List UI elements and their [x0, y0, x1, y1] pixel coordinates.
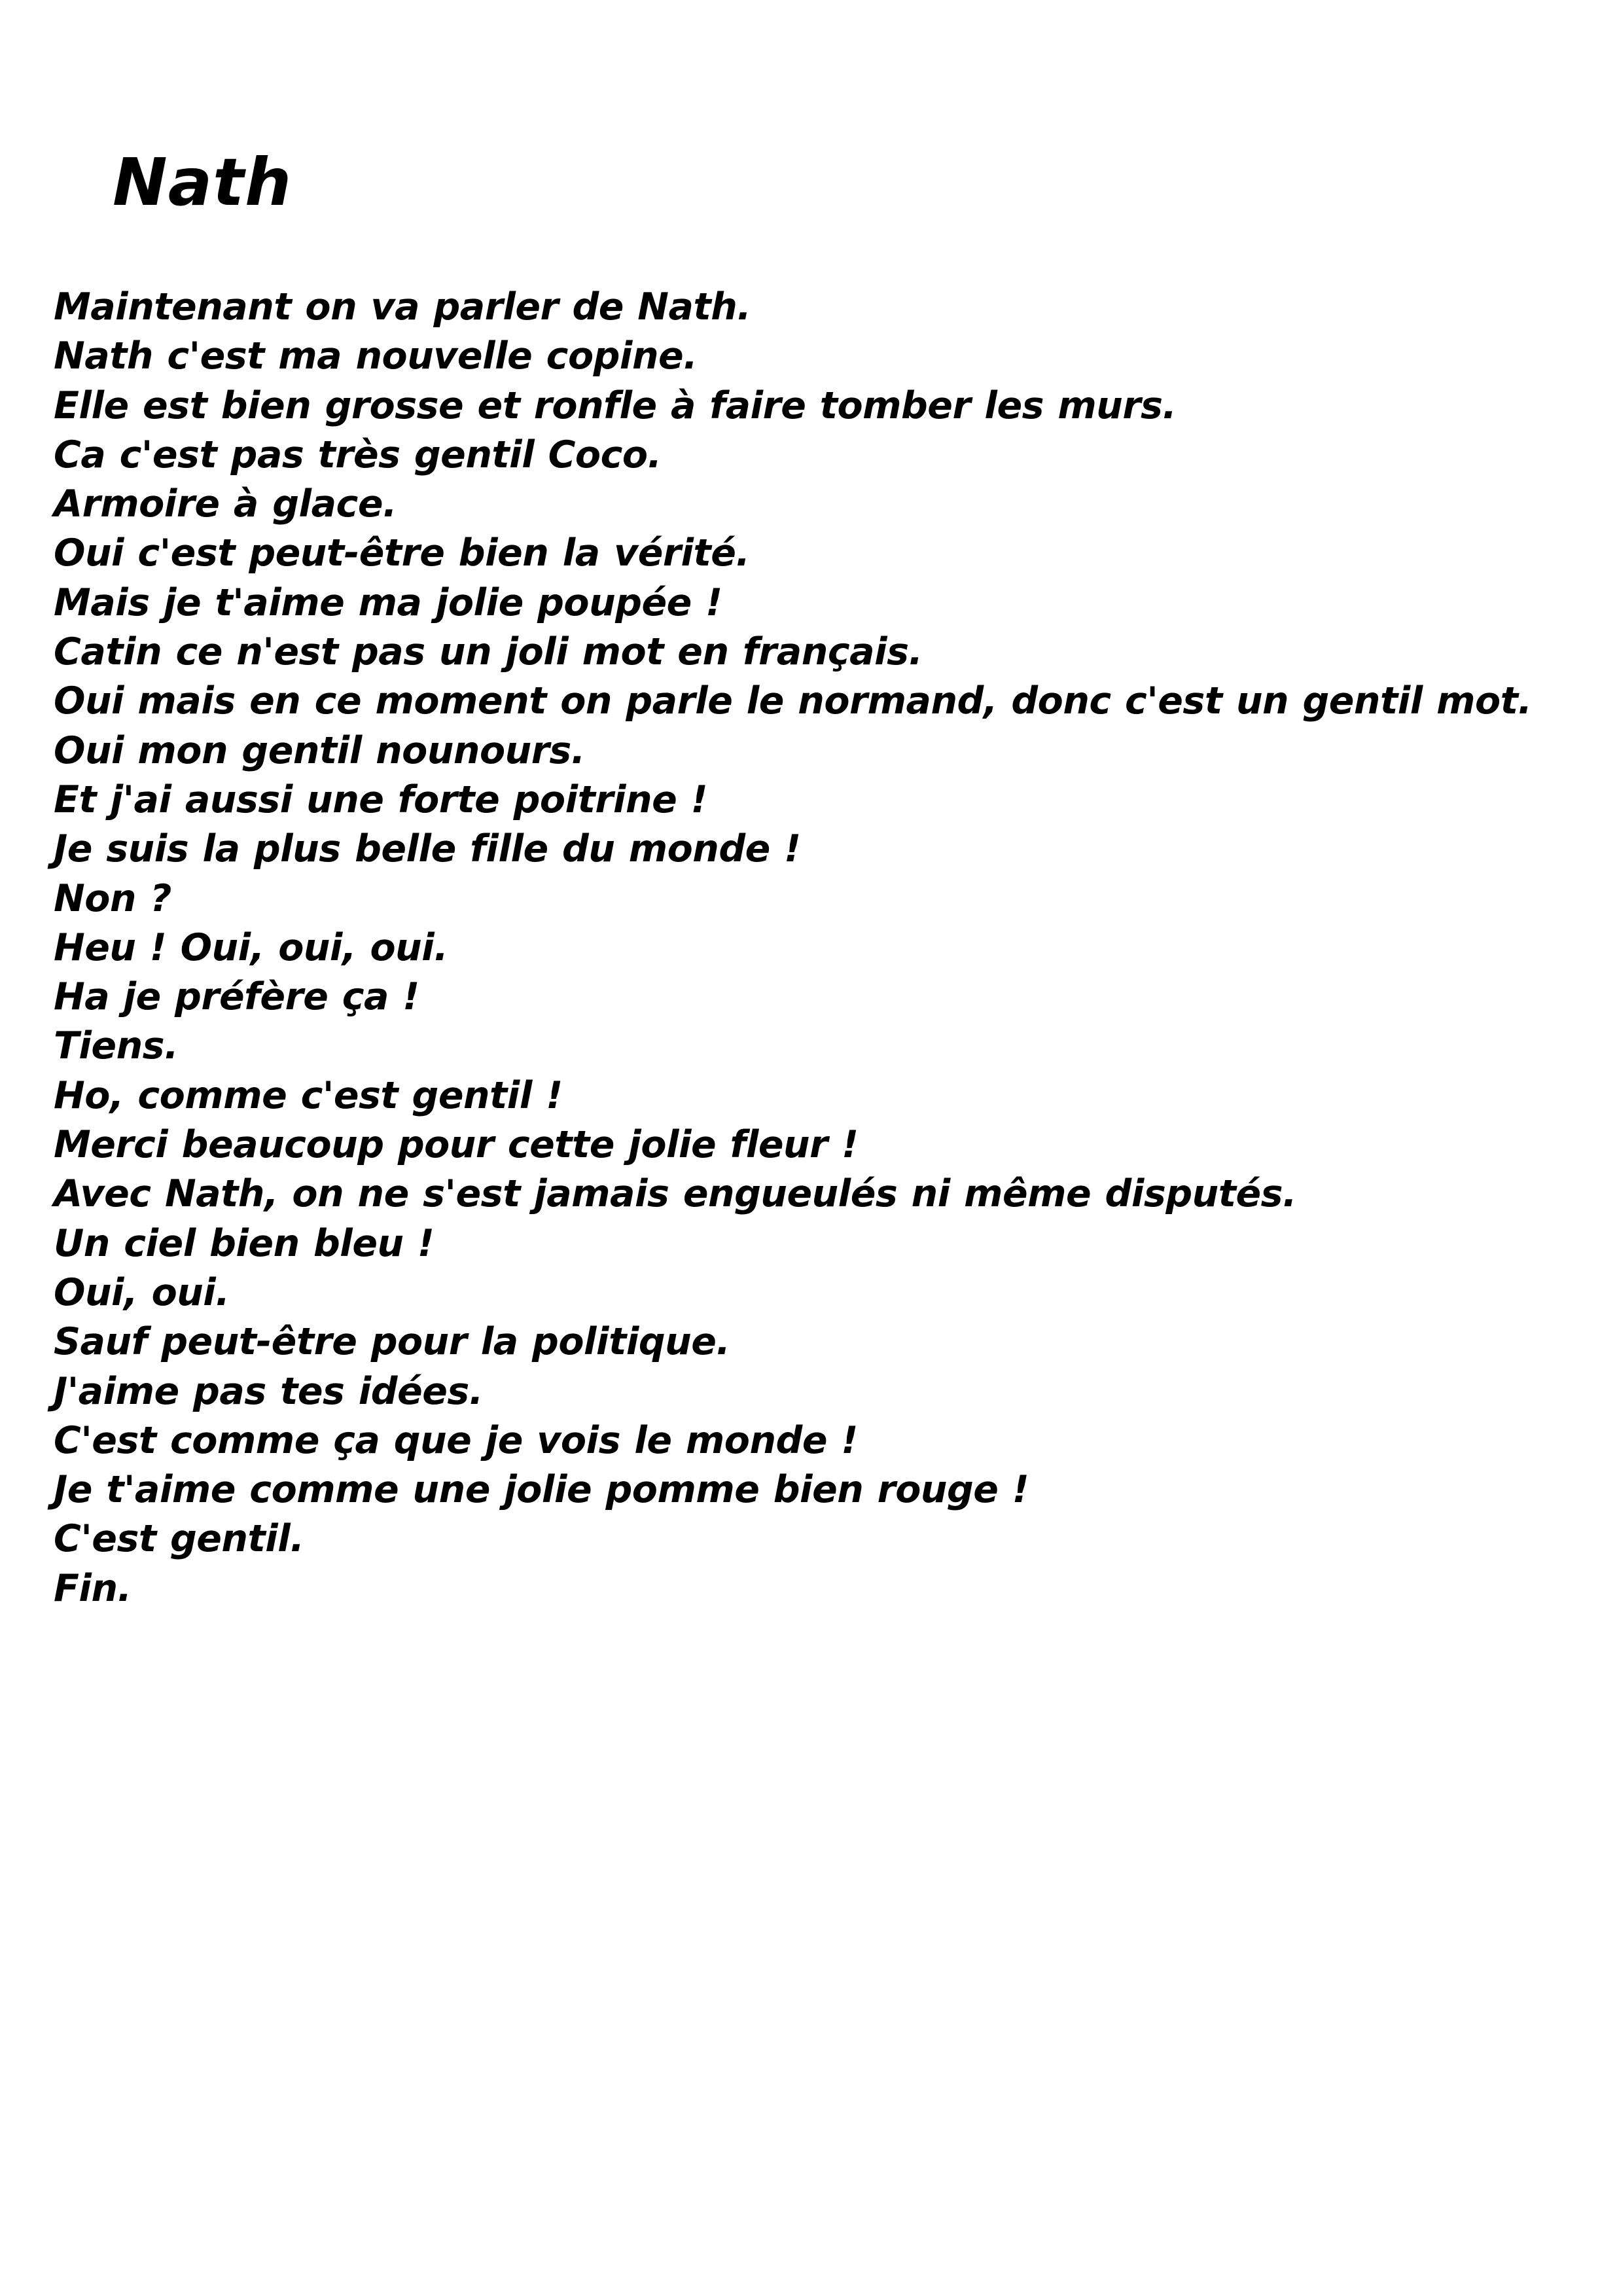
- poem-line: Je suis la plus belle fille du monde !: [54, 827, 801, 871]
- poem-line: Avec Nath, on ne s'est jamais engueulés ni même disputés.: [54, 1172, 1297, 1216]
- poem-line: Oui mon gentil nounours.: [54, 728, 585, 772]
- poem-line: C'est comme ça que je vois le monde !: [54, 1418, 858, 1462]
- poem-line: Et j'ai aussi une forte poitrine !: [54, 778, 708, 821]
- poem-line: Sauf peut-être pour la politique.: [54, 1320, 730, 1364]
- poem-line: Mais je t'aime ma jolie poupée !: [54, 581, 722, 624]
- poem-line: Merci beaucoup pour cette jolie fleur !: [54, 1123, 859, 1167]
- poem-line: Heu ! Oui, oui, oui.: [54, 925, 448, 969]
- poem-line: Ca c'est pas très gentil Coco.: [54, 433, 662, 476]
- poem-line: Ho, comme c'est gentil !: [54, 1073, 563, 1117]
- poem-line: Armoire à glace.: [54, 482, 397, 526]
- poem-line: C'est gentil.: [54, 1517, 304, 1561]
- poem-line: J'aime pas tes idées.: [54, 1369, 484, 1413]
- poem-line: Catin ce n'est pas un joli mot en français.: [54, 630, 923, 674]
- poem-line: Un ciel bien bleu !: [54, 1221, 435, 1265]
- poem-line: Non ?: [54, 876, 171, 920]
- poem-line: Elle est bien grosse et ronfle à faire tomber les murs.: [54, 384, 1177, 427]
- poem-line: Fin.: [54, 1566, 132, 1610]
- poem-line: Nath c'est ma nouvelle copine.: [54, 334, 698, 378]
- poem-line: Oui c'est peut-être bien la vérité.: [54, 531, 750, 575]
- poem-line: Tiens.: [54, 1024, 179, 1068]
- poem-line: Oui mais en ce moment on parle le normand, donc c'est un gentil mot.: [54, 679, 1532, 723]
- poem-line: Maintenant on va parler de Nath.: [54, 285, 751, 329]
- poem-line: Je t'aime comme une jolie pomme bien rouge !: [54, 1468, 1029, 1512]
- poem-lines: [54, 283, 1532, 1613]
- poem-line: Oui, oui.: [54, 1270, 230, 1314]
- document-title: Nath: [113, 144, 293, 221]
- poem-line: Ha je préfère ça !: [54, 975, 419, 1019]
